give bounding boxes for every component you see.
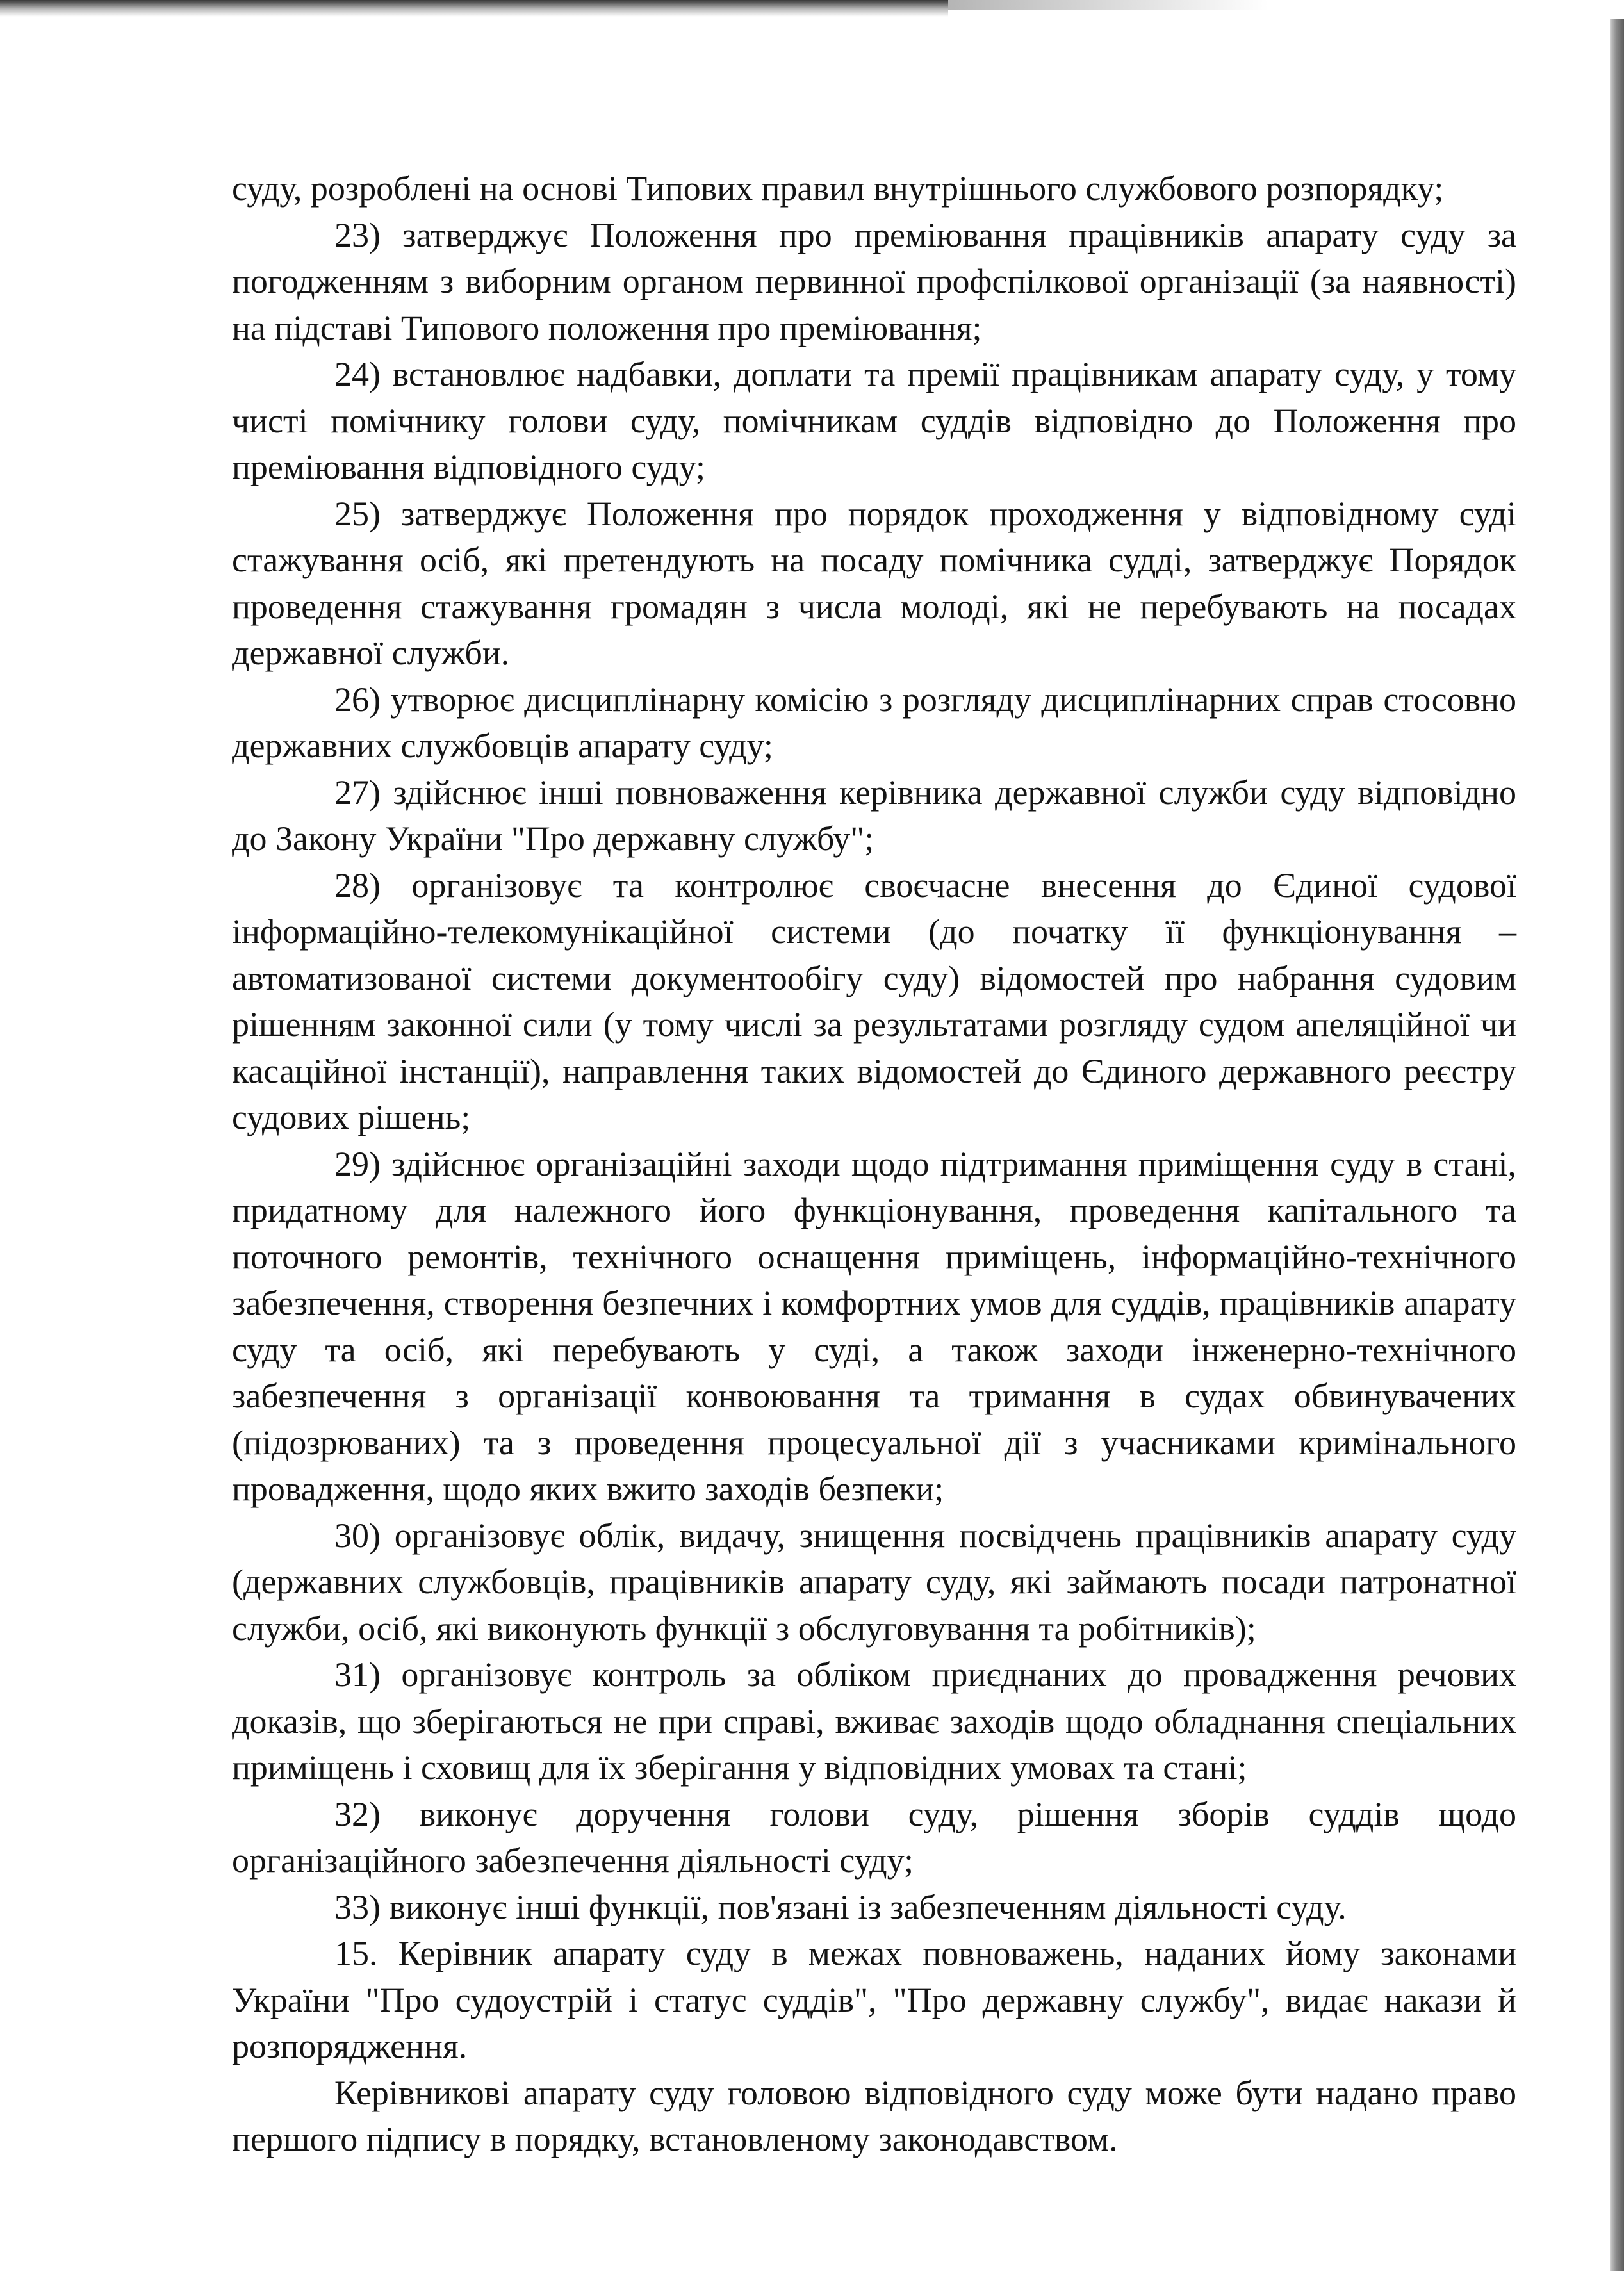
paragraph-signing-right: Керівникові апарату суду головою відповідного суду може бути надано право першого підпису в порядку, встановленому законодавством.	[232, 2073, 1516, 2158]
scan-right-edge	[1610, 19, 1624, 2271]
paragraph-item-30: 30) організовує облік, видачу, знищення посвідчень працівників апарату суду (державних службовців, працівників апарату суду, які займають посади патронатної служби, осіб, які виконують функції з обслуговування та робітників);	[232, 1516, 1516, 1648]
paragraph-item-23: 23) затверджує Положення про преміювання працівників апарату суду за погодженням з виборним органом первинної профспілкової організації (за наявності) на підставі Типового положення про преміювання;	[232, 215, 1516, 347]
scan-top-edge	[0, 0, 948, 17]
paragraph-item-33: 33) виконує інші функції, пов'язані із забезпеченням діяльності суду.	[334, 1887, 1347, 1926]
paragraph-item-28: 28) організовує та контролює своєчасне внесення до Єдиної судової інформаційно-телекомунікаційної системи (до початку її функціонування – автоматизованої системи документообігу суду) відомостей про набрання судовим рішенням законної сили (у тому числі за результатами розгляду судом апеляційної чи касаційної інстанції), направлення таких відомостей до Єдиного державного реєстру судових рішень;	[232, 865, 1516, 1136]
paragraph-item-25: 25) затверджує Положення про порядок проходження у відповідному суді стажування осіб, які претендують на посаду помічника судді, затверджує Порядок проведення стажування громадян з числа молоді, які не перебувають на посадах державної служби.	[232, 494, 1516, 672]
scan-top-edge-fade	[948, 0, 1268, 10]
paragraph-item-29: 29) здійснює організаційні заходи щодо підтримання приміщення суду в стані, придатному для належного його функціонування, проведення капітального та поточного ремонтів, технічного оснащення приміщень, інформаційно-технічного забезпечення, створення безпечних і комфортних умов для суддів, працівників апарату суду та осіб, які перебувають у суді, а також заходи інженерно-технічного забезпечення з організації конвоювання та тримання в судах обвинувачених (підозрюваних) та з проведення процесуальної дії з учасниками кримінального провадження, щодо яких вжито заходів безпеки;	[232, 1144, 1516, 1508]
paragraph-item-24: 24) встановлює надбавки, доплати та премії працівникам апарату суду, у тому чисті помічнику голови суду, помічникам суддів відповідно до Положення про преміювання відповідного суду;	[232, 355, 1516, 486]
document-body	[232, 165, 1516, 2163]
paragraph-item-31: 31) організовує контроль за обліком приєднаних до провадження речових доказів, що зберігаються не при справі, вживає заходів щодо обладнання спеціальних приміщень і сховищ для їх зберігання у відповідних умовах та стані;	[232, 1655, 1516, 1787]
paragraph-section-15: 15. Керівник апарату суду в межах повноважень, наданих йому законами України "Про судоустрій і статус суддів", "Про державну службу", видає накази й розпорядження.	[232, 1934, 1516, 2065]
paragraph-item-27: 27) здійснює інші повноваження керівника державної служби суду відповідно до Закону України "Про державну службу";	[232, 773, 1516, 858]
paragraph-continuation: суду, розроблені на основі Типових правил внутрішнього службового розпорядку;	[232, 169, 1444, 208]
paragraph-item-32: 32) виконує доручення голови суду, рішення зборів суддів щодо організаційного забезпечення діяльності суду;	[232, 1794, 1516, 1880]
paragraph-item-26: 26) утворює дисциплінарну комісію з розгляду дисциплінарних справ стосовно державних службовців апарату суду;	[232, 680, 1516, 765]
